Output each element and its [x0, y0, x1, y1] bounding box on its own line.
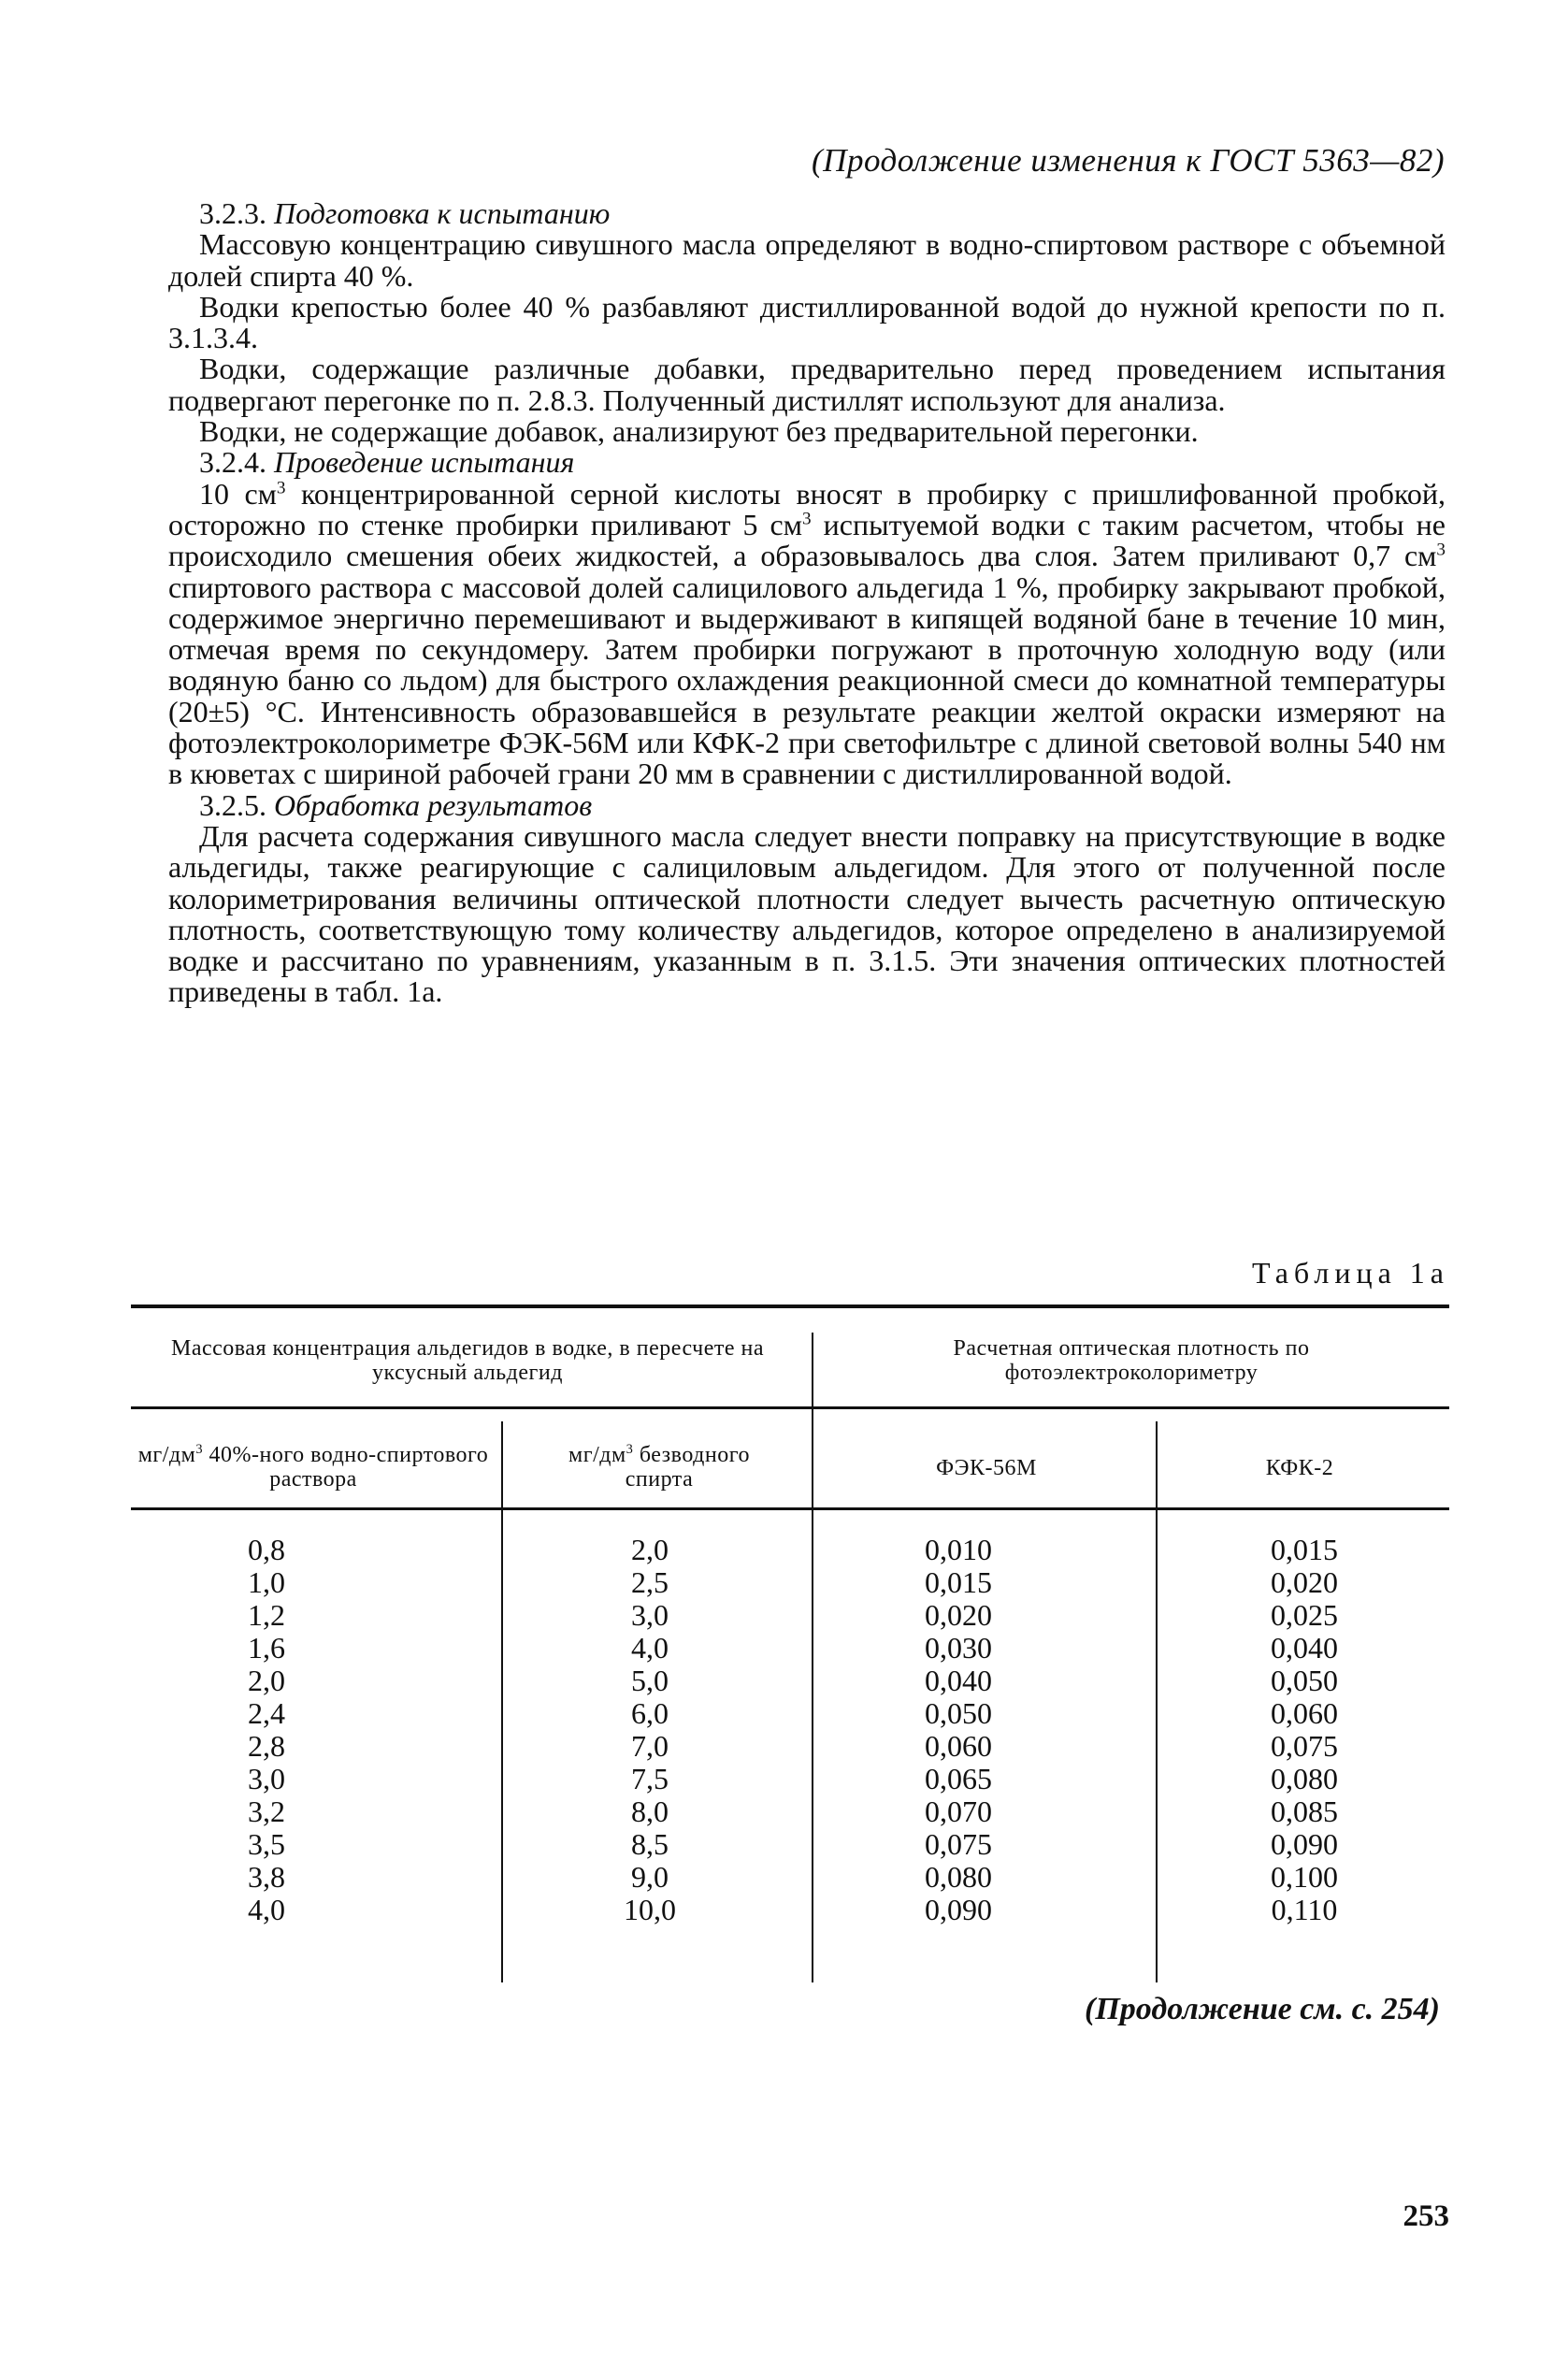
table-cell: 7,5	[631, 1762, 669, 1795]
table-cell: 0,090	[1271, 1827, 1338, 1861]
table-cell: 5,0	[631, 1664, 669, 1697]
column-aqueous-values	[131, 1534, 402, 1926]
table-cell: 0,015	[925, 1565, 992, 1599]
section-heading-3-2-3: 3.2.3. Подготовка к испытанию	[199, 196, 611, 230]
column-header-anhydrous: $мг/дм^3$ безводного спирта	[568, 1442, 750, 1492]
table-cell: 0,040	[1271, 1631, 1338, 1665]
table-cell: 0,080	[1271, 1762, 1338, 1795]
table-cell: 0,070	[925, 1795, 992, 1828]
table-cell: 0,080	[925, 1860, 992, 1894]
table-cell: 0,065	[925, 1762, 992, 1795]
table-cell: 2,4	[248, 1696, 285, 1730]
table-cell: 2,5	[631, 1565, 669, 1599]
column-anhydrous-values	[514, 1534, 785, 1926]
table-cell: 0,100	[1271, 1860, 1338, 1894]
column-fek56m-values	[823, 1534, 1094, 1926]
data-table	[131, 1305, 1449, 1982]
table-cell: 0,090	[925, 1893, 992, 1926]
table-cell: 0,075	[925, 1827, 992, 1861]
table-cell: 2,0	[631, 1533, 669, 1566]
body-text	[168, 198, 1446, 1008]
group-header-concentration: Массовая концентрация альдегидов в водке, в пересчете на уксусный альдегид	[170, 1336, 764, 1385]
table-cell: 0,010	[925, 1533, 992, 1566]
section-heading-3-2-5: 3.2.5. Обработка результатов	[199, 787, 593, 822]
column-header-fek56m: ФЭК-56М	[936, 1456, 1037, 1480]
table-cell: 9,0	[631, 1860, 669, 1894]
table-cell: 1,0	[248, 1565, 285, 1599]
table-cell: 0,050	[925, 1696, 992, 1730]
group-divider	[812, 1333, 813, 1982]
table-cell: 2,8	[248, 1729, 285, 1763]
paragraph: Водки, не содержащие добавок, анализируют без предварительной перегонки.	[199, 414, 1199, 449]
table-cell: 0,030	[925, 1631, 992, 1665]
table-cell: 10,0	[624, 1893, 676, 1926]
table-top-rule	[131, 1305, 1449, 1308]
column-header-aqueous: $мг/дм^3$ 40%-ного водно-спиртового раствора	[137, 1442, 489, 1492]
table-cell: 1,2	[248, 1598, 285, 1632]
table-cell: 3,5	[248, 1827, 285, 1861]
table-cell: 4,0	[631, 1631, 669, 1665]
col-divider-3	[1156, 1421, 1158, 1982]
table-cell: 0,020	[925, 1598, 992, 1632]
section-heading-3-2-4: 3.2.4. Проведение испытания	[199, 445, 575, 480]
table-cell: 0,8	[248, 1533, 285, 1566]
header-divider-rule	[131, 1406, 1449, 1409]
table-cell: 0,060	[1271, 1696, 1338, 1730]
column-header-kfk2: КФК-2	[1265, 1456, 1334, 1480]
paragraph: Водки крепостью более 40 % разбавляют дистиллированной водой до нужной крепости по п. 3.1.3.4.	[168, 289, 1446, 355]
page-number: 253	[1403, 2199, 1449, 2233]
table-cell: 4,0	[248, 1893, 285, 1926]
table-cell: 0,015	[1271, 1533, 1338, 1566]
table-cell: 0,020	[1271, 1565, 1338, 1599]
table-cell: 0,085	[1271, 1795, 1338, 1828]
table-cell: 3,0	[248, 1762, 285, 1795]
table-cell: 2,0	[248, 1664, 285, 1697]
paragraph: Для расчета содержания сивушного масла следует внести поправку на присутствующие в водке альдегиды, также реагирующие с салициловым альдегидом. Для этого от полученной после колориметрирования величины оптической плотности следует вычесть расчетную оптическую плотность, соответствующую тому количеству альдегидов, которое определено в анализируемой водке и рассчитано по уравнениям, указанным в п. 3.1.5. Эти значения оптических плотностей приведены в табл. 1а.	[168, 818, 1446, 1009]
table-cell: 0,040	[925, 1664, 992, 1697]
paragraph: Массовую концентрацию сивушного масла определяют в водно-спиртовом растворе с объемной долей спирта 40 %.	[168, 227, 1446, 293]
table-cell: 8,0	[631, 1795, 669, 1828]
col-divider-1	[501, 1421, 503, 1982]
paragraph-procedure: 10 $см^3$ концентрированной серной кислоты вносят в пробирку с пришлифованной пробкой, осторожно по стенке пробирки приливают 5 $см^3$ испытуемой водки с таким расчетом, чтобы не происходило смешения обеих жидкостей, а образовывалось два слоя. Затем приливают 0,7 $см^3$ спиртового раствора с массовой долей салицилового альдегида 1 %, пробирку закрывают пробкой, содержимое энергично перемешивают и выдерживают в кипящей водяной бане в течение 10 мин, отмечая время по секундомеру. Затем пробирки погружают в проточную холодную воду (или водяную баню со льдом) для быстрого охлаждения реакционной смеси до комнатной температуры (20±5) °С. Интенсивность образовавшейся в результате реакции желтой окраски измеряют на фотоэлектроколориметре ФЭК-56М или КФК-2 при светофильтре с длиной световой волны 540 нм в кюветах с шириной рабочей грани 20 мм в сравнении с дистиллированной водой.	[168, 476, 1446, 791]
table-cell: 3,8	[248, 1860, 285, 1894]
table-cell: 3,2	[248, 1795, 285, 1828]
table-cell: 7,0	[631, 1729, 669, 1763]
table-cell: 0,075	[1271, 1729, 1338, 1763]
continuation-note: (Продолжение см. с. 254)	[1085, 1992, 1440, 2026]
table-cell: 8,5	[631, 1827, 669, 1861]
column-kfk2-values	[1159, 1534, 1449, 1926]
group-header-optical-density: Расчетная оптическая плотность по фотоэлектроколориметру	[953, 1336, 1310, 1385]
table-cell: 1,6	[248, 1631, 285, 1665]
table-cell: 3,0	[631, 1598, 669, 1632]
header-bottom-rule	[131, 1507, 1449, 1510]
table-cell: 0,060	[925, 1729, 992, 1763]
running-head: (Продолжение изменения к ГОСТ 5363—82)	[812, 142, 1445, 179]
paragraph: Водки, содержащие различные добавки, предварительно перед проведением испытания подвергают перегонке по п. 2.8.3. Полученный дистиллят используют для анализа.	[168, 352, 1446, 417]
table-caption: Таблица 1а	[1251, 1256, 1449, 1290]
table-cell: 0,025	[1271, 1598, 1338, 1632]
table-cell: 0,110	[1271, 1893, 1338, 1926]
table-cell: 0,050	[1271, 1664, 1338, 1697]
table-cell: 6,0	[631, 1696, 669, 1730]
